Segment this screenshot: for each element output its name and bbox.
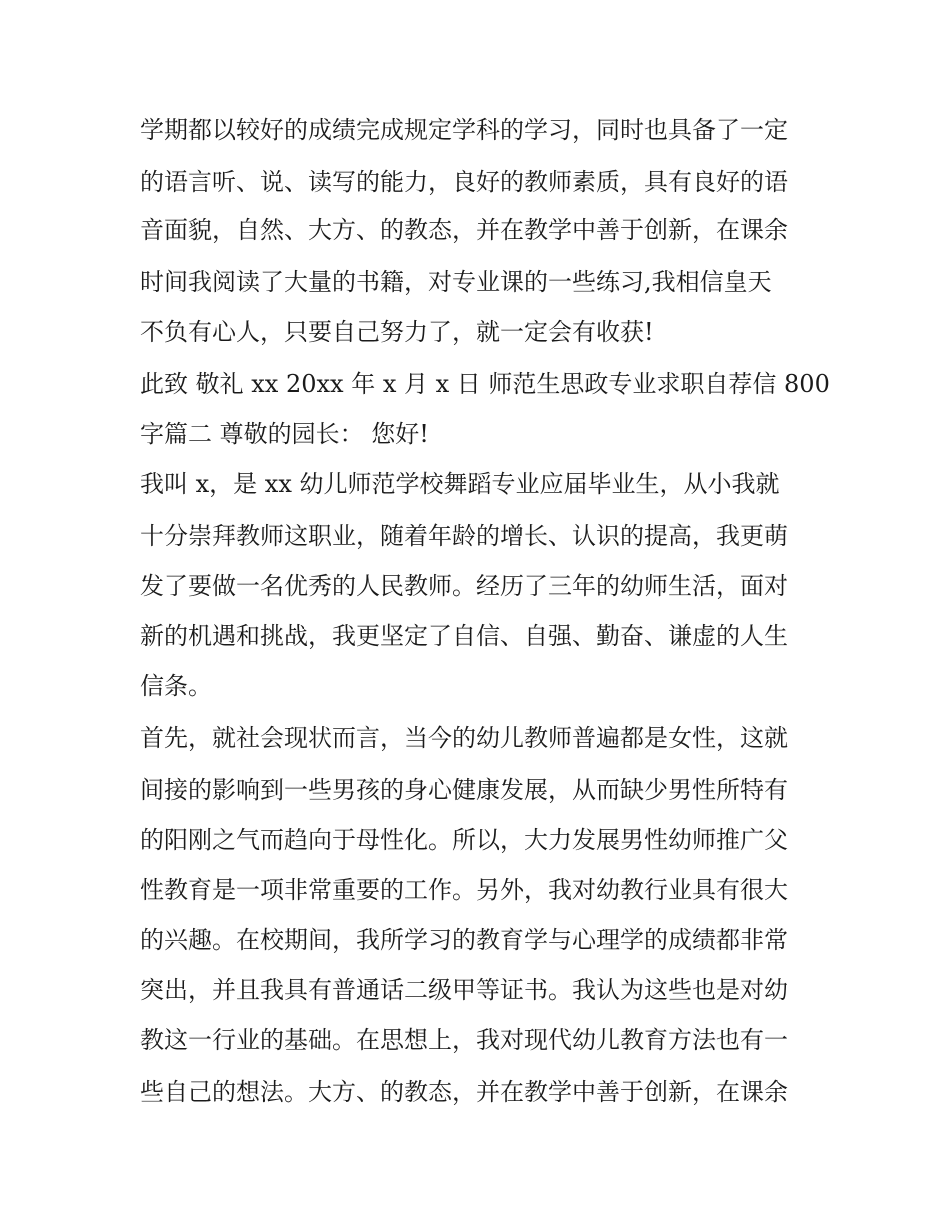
text-line: 突出，并且我具有普通话二级甲等证书。我认为这些也是对幼 xyxy=(140,976,788,1004)
text-line: 不负有心人，只要自己努力了，就一定会有收获! xyxy=(140,318,654,346)
text-line: 间接的影响到一些男孩的身心健康发展，从而缺少男性所特有 xyxy=(140,776,788,804)
text-line: 信条。 xyxy=(140,672,212,700)
text-line: 时间我阅读了大量的书籍，对专业课的一些练习,我相信皇天 xyxy=(140,268,772,296)
text-line: 发了要做一名优秀的人民教师。经历了三年的幼师生活，面对 xyxy=(140,572,788,600)
text-line: 首先，就社会现状而言，当今的幼儿教师普遍都是女性，这就 xyxy=(140,724,788,752)
text-line: 我叫 x，是 xx 幼儿师范学校舞蹈专业应届毕业生，从小我就 xyxy=(140,470,780,498)
text-line: 新的机遇和挑战，我更坚定了自信、自强、勤奋、谦虚的人生 xyxy=(140,622,788,650)
text-line: 的阳刚之气而趋向于母性化。所以，大力发展男性幼师推广父 xyxy=(140,826,788,854)
text-line: 性教育是一项非常重要的工作。另外，我对幼教行业具有很大 xyxy=(140,876,788,904)
text-line: 些自己的想法。大方、的教态，并在教学中善于创新，在课余 xyxy=(140,1078,788,1106)
text-line: 音面貌，自然、大方、的教态，并在教学中善于创新，在课余 xyxy=(140,216,788,244)
text-line: 教这一行业的基础。在思想上，我对现代幼儿教育方法也有一 xyxy=(140,1026,788,1054)
text-line: 的语言听、说、读写的能力，良好的教师素质，具有良好的语 xyxy=(140,168,788,196)
text-line: 的兴趣。在校期间，我所学习的教育学与心理学的成绩都非常 xyxy=(140,926,788,954)
text-line: 字篇二 尊敬的园长： 您好! xyxy=(140,420,429,448)
text-line: 十分崇拜教师这职业，随着年龄的增长、认识的提高，我更萌 xyxy=(140,522,788,550)
text-line: 此致 敬礼 xx 20xx 年 x 月 x 日 师范生思政专业求职自荐信 800 xyxy=(140,370,830,398)
text-line: 学期都以较好的成绩完成规定学科的学习，同时也具备了一定 xyxy=(140,116,788,144)
